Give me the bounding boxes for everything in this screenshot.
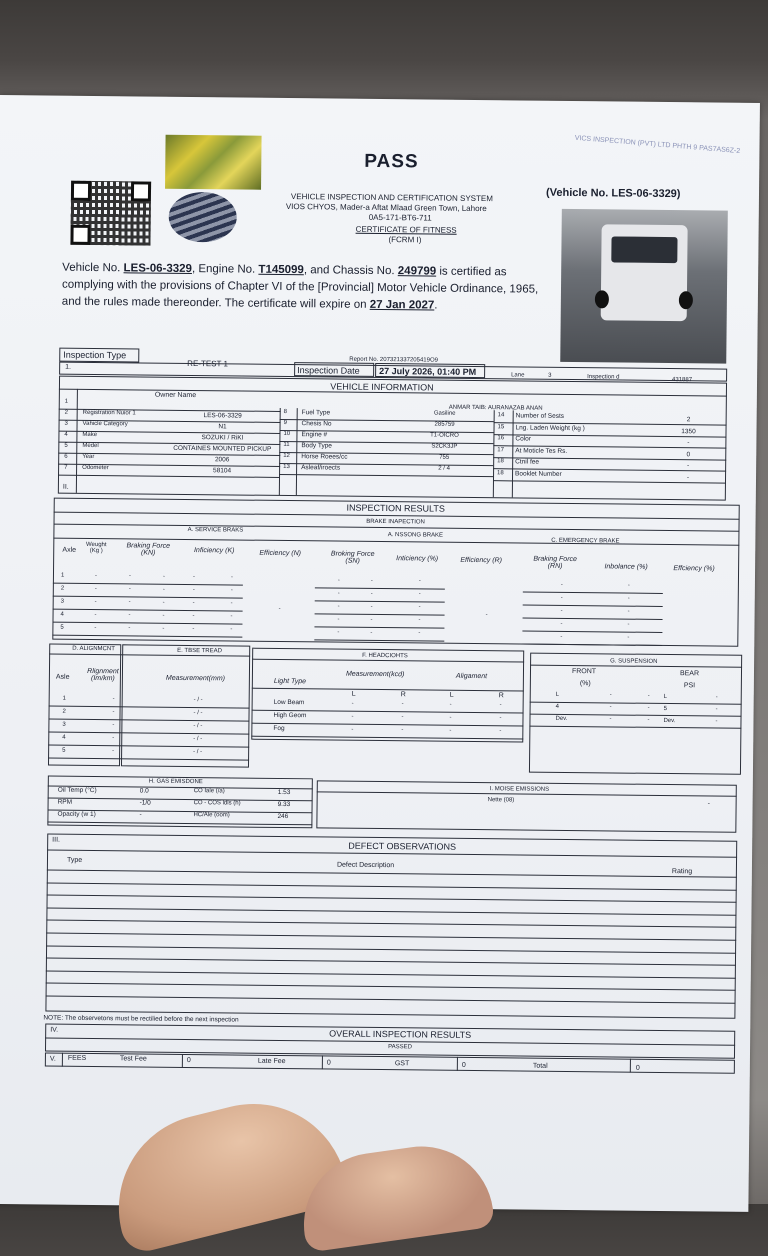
- brake-cell: -: [337, 616, 340, 623]
- col-defect-rating: Rating: [671, 868, 693, 876]
- cert-text: Vehicle No.: [62, 261, 124, 275]
- align-L: L: [449, 691, 454, 699]
- light-cell: -: [449, 714, 452, 721]
- gas-title: H. GAS EMISDONE: [148, 778, 203, 786]
- row-number: 1.: [65, 363, 72, 371]
- vi-row-number: 6: [64, 453, 68, 460]
- gas-value: 1.53: [277, 788, 291, 797]
- col-light-type: Light Type: [273, 677, 307, 686]
- col-efficiency-emergency: Effciency (%): [673, 565, 715, 573]
- light-cell: -: [449, 701, 452, 708]
- light-cell: -: [351, 726, 354, 733]
- vi-row-number: 11: [283, 441, 290, 449]
- cert-title: CERTIFICATE OF FITNESS: [355, 224, 457, 235]
- susp-cell: -: [715, 718, 718, 725]
- brake-axle: 5: [60, 624, 64, 631]
- brake-cell: -: [128, 625, 131, 632]
- susp-front-unit: (%): [579, 680, 591, 688]
- gas-value: 246: [277, 812, 289, 821]
- hologram-sticker: [165, 135, 262, 190]
- align-cell: -: [112, 735, 115, 742]
- tread-cell: - / -: [193, 710, 203, 717]
- overall-title: OVERALL INSPECTION RESULTS: [329, 1028, 472, 1040]
- vi-label: Make: [82, 431, 98, 439]
- cert-text: , Engine No.: [191, 263, 259, 276]
- brake-cell: -: [370, 616, 373, 623]
- qr-corner-icon: [71, 181, 91, 201]
- vi-value: 2006: [214, 456, 230, 464]
- brake-cell: -: [192, 613, 195, 620]
- susp-cell: -: [609, 692, 612, 699]
- vi-value: 755: [439, 454, 450, 461]
- vi-value: N1: [218, 423, 227, 431]
- row-divider: [46, 933, 736, 941]
- row-divider: [315, 587, 445, 589]
- vi-label: Number of Sests: [515, 412, 565, 420]
- row-divider: [46, 983, 736, 991]
- row-divider: [46, 996, 736, 1004]
- vi-label: Odometer: [82, 464, 109, 472]
- susp-cell: -: [647, 716, 650, 723]
- vi-label: Horse Roees/cc: [301, 453, 348, 461]
- brake-cell: -: [370, 577, 373, 584]
- vi-label: Color: [515, 435, 532, 443]
- row-divider: [522, 643, 662, 645]
- col-braking-force-parking: Broking Force (SN): [330, 550, 375, 565]
- tread-cell: - / -: [193, 697, 203, 704]
- tread-cell: - / -: [193, 749, 203, 756]
- brake-cell: -: [162, 599, 165, 606]
- org-line-2: VIOS CHYOS, Mader-a Aftat Mlaad Green Town, Lahore: [285, 201, 487, 214]
- vi-row-number: 13: [283, 463, 290, 471]
- light-cell: -: [499, 702, 502, 709]
- vi-value: LES-06-3329: [203, 412, 242, 420]
- light-type: Low Beam: [273, 698, 305, 707]
- vi-label: Vahicle Category: [82, 420, 128, 428]
- col-efficiency: Efficiency (N): [259, 549, 302, 558]
- vi-label: Year: [82, 453, 95, 461]
- vi-label: Asleaf/iroects: [301, 464, 341, 472]
- brake-cell: -: [230, 587, 233, 594]
- brake-cell: -: [337, 629, 340, 636]
- brake-cell: -: [560, 581, 563, 588]
- row-divider: [46, 907, 736, 915]
- vi-value: Gasiline: [433, 410, 456, 417]
- vi-value: -: [686, 473, 690, 481]
- align-axle: 5: [62, 747, 66, 754]
- row-divider: [523, 618, 663, 620]
- brake-cell: -: [128, 586, 131, 593]
- vi-value: T1-OICRO: [430, 432, 459, 439]
- brake-cell: -: [192, 587, 195, 594]
- col-defect-type: Type: [66, 856, 83, 864]
- align-axle: 4: [62, 734, 66, 741]
- brake-cell: -: [94, 599, 97, 606]
- truck-wheel: [595, 290, 609, 308]
- inspection-type-label: Inspection Type: [63, 349, 127, 361]
- brake-axle: 2: [60, 585, 65, 592]
- vi-row-number: 4: [64, 431, 68, 438]
- vi-row-number: 2: [64, 409, 69, 416]
- row-divider: [46, 945, 736, 953]
- brake-cell: -: [162, 625, 165, 632]
- row-divider: [46, 970, 736, 978]
- brake-cell: -: [627, 634, 630, 641]
- row-divider: [46, 920, 736, 928]
- tread-title: E. TBSE TREAD: [177, 647, 223, 655]
- row-divider: [315, 613, 445, 615]
- noise-value: -: [707, 800, 710, 808]
- section-four-label: IV.: [50, 1026, 59, 1034]
- susp-cell: 4: [555, 703, 559, 710]
- light-cell: -: [401, 701, 404, 708]
- vi-value: 1350: [681, 427, 696, 435]
- parking-brake-title: A. NSSONG BRAKE: [387, 532, 444, 539]
- susp-rear: BEAR: [679, 670, 700, 678]
- susp-cell: -: [609, 716, 612, 723]
- brake-cell: -: [370, 629, 373, 636]
- emergency-brake-title: C. EMERGENCY BRAKE: [551, 537, 620, 545]
- gas-label: HC/Ale (oom): [193, 812, 230, 819]
- row-divider: [315, 600, 445, 602]
- col-tread-measure: Measurement(mm): [165, 674, 226, 683]
- gas-value: 0.0: [139, 787, 149, 795]
- light-type: High Geom: [273, 711, 307, 720]
- vi-row-number: 17: [497, 446, 505, 453]
- susp-cell: -: [715, 706, 718, 713]
- row-divider: [46, 958, 736, 966]
- brake-cell: -: [418, 617, 421, 624]
- brake-cell: -: [560, 607, 563, 614]
- brake-cell: -: [230, 613, 233, 620]
- light-cell: -: [499, 728, 502, 735]
- brake-cell: -: [128, 612, 131, 619]
- brake-rows: [52, 572, 739, 645]
- vi-value: CONTAINES MOUNTED PICKUP: [173, 444, 272, 453]
- service-brake-title: A. SERVICE BRAKS: [187, 526, 244, 534]
- suspension-title: G. SUSPENSION: [610, 658, 658, 665]
- align-cell: -: [112, 709, 115, 716]
- vi-value: 58104: [212, 467, 232, 475]
- cert-engine-no: T145099: [258, 263, 304, 277]
- vi-label: Booklet Number: [515, 469, 562, 478]
- brake-cell: -: [192, 574, 195, 581]
- inspector-value: 431887: [672, 377, 693, 384]
- row-divider: [47, 882, 737, 890]
- col-inefficiency-parking: Inticiency (%): [396, 555, 439, 563]
- vi-label: Engine #: [301, 431, 328, 439]
- align-axle: 3: [62, 721, 66, 728]
- test-fee-label: Test Fee: [119, 1055, 147, 1063]
- align-axle: 1: [62, 695, 67, 702]
- vi-label: Medel: [82, 442, 99, 450]
- light-type: Fog: [273, 724, 285, 733]
- cert-chassis-no: 249799: [397, 265, 437, 278]
- susp-cell: L: [663, 693, 668, 701]
- brake-cell: -: [560, 594, 563, 601]
- globe-logo-icon: [168, 192, 237, 243]
- row-divider: [53, 609, 243, 612]
- gas-label: RPM: [57, 798, 73, 806]
- vi-value: -: [687, 439, 690, 447]
- brake-cell: -: [128, 599, 131, 606]
- vi-row-number: 15: [497, 423, 505, 430]
- row-divider: [53, 583, 243, 586]
- brake-cell: -: [337, 577, 340, 584]
- susp-cell: -: [647, 692, 650, 699]
- late-fee-label: Late Fee: [257, 1057, 286, 1066]
- noise-label: Nette (08): [487, 797, 515, 804]
- vi-row-number: 10: [283, 430, 291, 438]
- align-cell: -: [112, 722, 115, 729]
- susp-cell: -: [647, 704, 650, 711]
- brake-cell: -: [560, 633, 563, 640]
- report-number: Report No. 207321337205419O9: [349, 356, 439, 364]
- inspection-date-value: 27 July 2026, 01:40 PM: [379, 365, 477, 378]
- col-inefficiency: Inficiency (K): [193, 547, 235, 555]
- col-light-measure: Measurement(kcd): [345, 670, 405, 679]
- vi-row-number: 12: [283, 452, 290, 460]
- brake-cell: -: [94, 573, 97, 580]
- col-weight: Weught (Kg ): [85, 541, 107, 555]
- pass-title: PASS: [364, 150, 419, 173]
- col-imbalance-emergency: Inbolance (%): [604, 563, 648, 571]
- defects-note: NOTE: The observetons must be rectilied before the next inspection: [43, 1014, 239, 1024]
- light-R: R: [400, 691, 406, 699]
- section-five-label: V.: [49, 1055, 56, 1063]
- row-divider: [523, 605, 663, 607]
- align-cell: -: [112, 748, 115, 755]
- vi-label: Ctnil fee: [515, 458, 540, 466]
- gst-label: GST: [394, 1060, 410, 1068]
- brake-cell: -: [627, 608, 630, 615]
- vi-value: 0: [686, 450, 691, 458]
- vi-label: Lng. Laden Weight (kg ): [515, 423, 585, 432]
- inspection-stamp: VICS INSPECTION (PVT) LTD PHTH 9 PAS7AS6Z-2: [574, 134, 741, 156]
- col-defect-desc: Defect Description: [336, 861, 395, 870]
- brake-cell: -: [418, 578, 421, 585]
- brake-cell: -: [418, 591, 421, 598]
- lane-value: 3: [548, 372, 552, 379]
- headlights-title: F. HEADCIOHTS: [362, 652, 408, 660]
- brake-cell: -: [485, 612, 488, 619]
- qr-corner-icon: [70, 225, 90, 245]
- org-phone: 0A5-171-BT6-711: [368, 212, 432, 223]
- test-fee-value: 0: [186, 1057, 191, 1065]
- vi-row-number: 18: [497, 458, 504, 465]
- gas-label: CO - COS ldls (h): [193, 800, 241, 807]
- gas-value: -1/0: [139, 799, 151, 807]
- col-axle-align: Asle: [55, 673, 70, 681]
- brake-cell: -: [418, 604, 421, 611]
- row-divider: [53, 596, 243, 599]
- row-divider: [522, 631, 662, 633]
- brake-cell: -: [162, 612, 165, 619]
- vi-value: -: [687, 462, 690, 470]
- vi-value: 2: [686, 416, 691, 424]
- section-three-label: III.: [52, 836, 61, 844]
- align-axle: 2: [62, 708, 66, 715]
- brake-cell: -: [230, 600, 233, 607]
- brake-cell: -: [230, 574, 233, 581]
- gas-value: -: [139, 811, 142, 819]
- row-divider: [52, 622, 242, 625]
- cert-expiry-date: 27 Jan 2027: [369, 298, 435, 312]
- brake-cell: -: [192, 626, 195, 633]
- brake-cell: -: [94, 586, 97, 593]
- brake-cell: -: [370, 590, 373, 597]
- vi-value: 2 / 4: [438, 465, 450, 472]
- brake-axle: 4: [60, 611, 64, 618]
- certificate-paper: [0, 95, 760, 1212]
- inspection-date-label: Inspection Date: [297, 365, 360, 376]
- cert-text: , and Chassis No.: [303, 264, 398, 278]
- gas-label: Oil Temp (°C): [57, 786, 97, 795]
- brake-axle: 1: [60, 572, 65, 579]
- owner-label: Owner Name: [154, 391, 197, 400]
- brake-cell: -: [94, 612, 97, 619]
- light-cell: -: [401, 714, 404, 721]
- overall-result: PASSED: [388, 1044, 413, 1051]
- light-L: L: [351, 690, 356, 698]
- col-efficiency-parking: Efficiency (R): [460, 556, 502, 565]
- inspection-type-value: RE-TEST 1: [187, 358, 228, 369]
- vehicle-info-title: VEHICLE INFORMATION: [330, 381, 434, 393]
- row-divider: [523, 592, 663, 594]
- cert-text: .: [434, 299, 438, 312]
- vi-label: At Moticle Tes Rs.: [515, 446, 568, 455]
- vehicle-no-caption: (Vehicle No. LES-06-3329): [545, 186, 681, 201]
- defects-title: DEFECT OBSERVATIONS: [348, 840, 457, 852]
- brake-cell: -: [162, 573, 165, 580]
- inspector-label: Inspection d: [587, 374, 620, 381]
- truck-image: [601, 224, 688, 321]
- gas-value: 9.33: [277, 800, 291, 809]
- tread-cell: - / -: [193, 723, 203, 730]
- brake-cell: -: [418, 630, 421, 637]
- brake-cell: -: [337, 590, 340, 597]
- brake-cell: -: [192, 600, 195, 607]
- vi-label: Registration Nuior 1: [82, 409, 136, 417]
- brake-cell: -: [627, 582, 630, 589]
- vi-row-number: 3: [64, 420, 68, 427]
- late-fee-value: 0: [326, 1059, 331, 1067]
- vi-label: Chesis No: [301, 420, 332, 428]
- susp-cell: 5: [663, 705, 667, 713]
- susp-cell: Dev.: [663, 717, 676, 725]
- noise-title: I. MOISE EMISSIONS: [489, 786, 550, 793]
- owner-value: ANMAR TAIB: AURANAZAB ANAN: [448, 404, 543, 412]
- col-light-align: Aligament: [455, 672, 488, 681]
- fees-label: FEES: [67, 1054, 87, 1062]
- brake-cell: -: [94, 625, 97, 632]
- form-number: (FCRM I): [388, 235, 422, 245]
- inspection-results-title: INSPECTION RESULTS: [346, 502, 445, 514]
- brake-cell: -: [337, 603, 340, 610]
- truck-wheel: [679, 291, 693, 309]
- susp-rear-unit: PSI: [683, 682, 696, 690]
- susp-front: FRONT: [571, 668, 597, 676]
- row-divider: [47, 895, 737, 903]
- lane-label: Lane: [511, 372, 525, 379]
- brake-cell: -: [230, 626, 233, 633]
- col-axle: Axle: [62, 546, 77, 554]
- col-alignment: Rlignment (Im/km): [87, 667, 119, 683]
- light-cell: -: [449, 727, 452, 734]
- align-R: R: [498, 692, 504, 700]
- brake-cell: -: [627, 595, 630, 602]
- susp-cell: -: [715, 694, 718, 701]
- tread-cell: - / -: [193, 736, 203, 743]
- row-divider: [314, 626, 444, 628]
- brake-cell: -: [162, 586, 165, 593]
- total-label: Total: [532, 1062, 548, 1070]
- col-braking-force-emergency: Braking Force (RN): [533, 555, 577, 570]
- cert-vehicle-no: LES-06-3329: [123, 262, 193, 276]
- alignment-title: D. ALIGNMCNT: [72, 645, 115, 653]
- total-value: 0: [635, 1064, 640, 1072]
- align-cell: -: [112, 696, 115, 703]
- vehicle-photo: [560, 209, 728, 364]
- vi-row-number: 18: [497, 469, 504, 476]
- brake-cell: -: [128, 573, 131, 580]
- cert-text: is certified as complying with the provisions of Chapter VI of the [Provincial] Motor Vehicle Ordinance, 1965, and the rules made thereonder. The certificate will expire on: [61, 265, 539, 311]
- gas-label: Opacity (w 1): [57, 810, 96, 819]
- certificate-statement: [62, 260, 547, 316]
- truck-windshield: [611, 236, 677, 263]
- vi-row-number: 1: [64, 398, 69, 405]
- light-cell: -: [351, 713, 354, 720]
- vi-row-number: 16: [497, 435, 505, 442]
- defect-rows: [45, 870, 736, 1017]
- col-braking-force: Braking Force (KN): [126, 542, 171, 557]
- brake-inspection-title: BRAKE INAPECTION: [366, 518, 425, 526]
- light-cell: -: [351, 700, 354, 707]
- vi-value: 285759: [434, 421, 455, 428]
- brake-cell: -: [560, 620, 563, 627]
- vi-row-number: 5: [64, 442, 68, 449]
- vi-row-number: 9: [283, 419, 287, 427]
- vi-label: Body Type: [301, 442, 332, 450]
- section-two-label: II.: [62, 483, 69, 491]
- brake-cell: -: [278, 605, 281, 612]
- susp-cell: L: [555, 691, 560, 698]
- light-cell: -: [499, 715, 502, 722]
- vi-row-number: 14: [497, 412, 505, 419]
- susp-cell: Dev.: [555, 715, 568, 722]
- brake-axle: 3: [60, 598, 65, 605]
- vi-row-number: 8: [283, 408, 288, 416]
- vi-value: S2CK3JP: [431, 443, 458, 450]
- gst-value: 0: [461, 1061, 466, 1069]
- qr-corner-icon: [131, 181, 151, 201]
- vi-row-number: 7: [64, 464, 68, 471]
- vi-value: SOZUKI / RiKI: [201, 434, 244, 442]
- vi-label: Fuel Type: [301, 409, 331, 417]
- brake-cell: -: [370, 603, 373, 610]
- brake-cell: -: [627, 621, 630, 628]
- susp-cell: -: [609, 704, 612, 711]
- org-line-1: VEHICLE INSPECTION AND CERTIFICATION SYSTEM: [290, 192, 493, 204]
- light-cell: -: [401, 727, 404, 734]
- gas-label: CO Iale (/a): [193, 788, 225, 795]
- row-divider: [52, 635, 242, 638]
